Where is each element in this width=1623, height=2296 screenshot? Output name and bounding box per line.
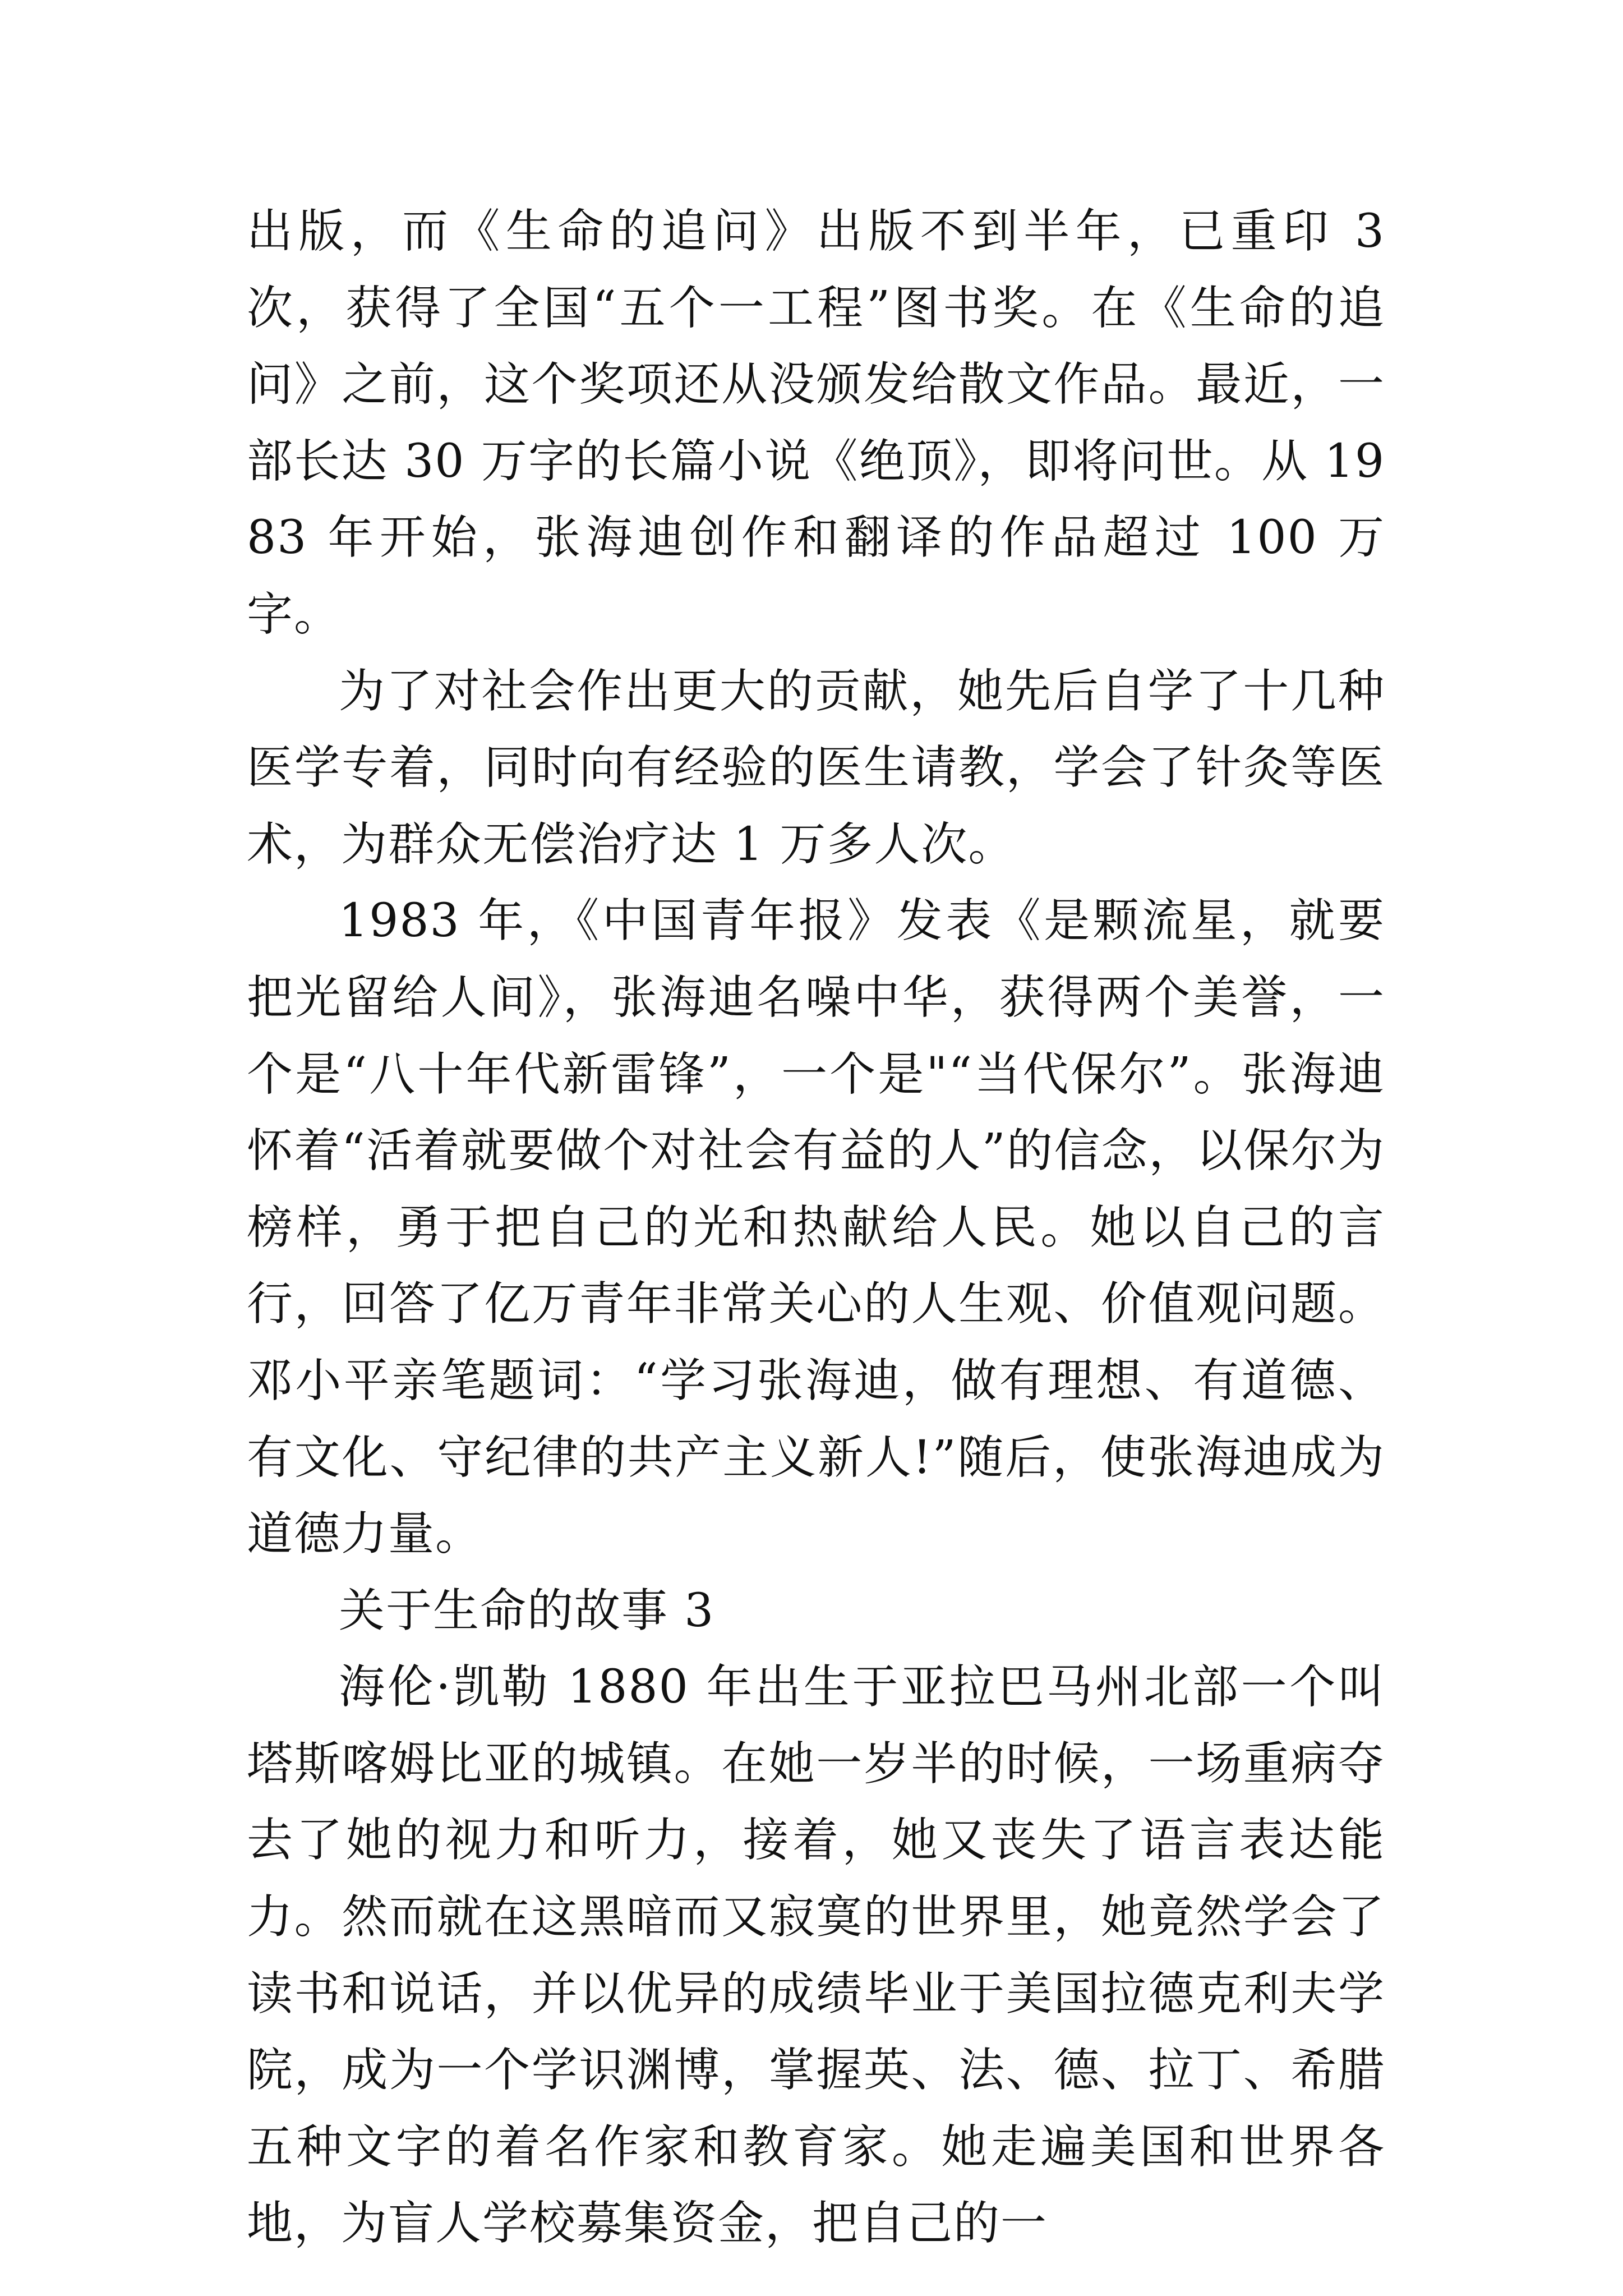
text-line: 要做个对社会有益的人”的信念，以保尔为榜样，勇于把自 <box>247 1124 1386 1254</box>
text-line: 己的光和热献给人民。她以自己的言行，回答了亿万青年非 <box>247 1200 1385 1331</box>
document-body <box>247 194 1385 2262</box>
text-line: 专着，同时向有经验的医生请教，学会了针灸等医术，为群 <box>247 741 1385 871</box>
text-line: 和翻译的作品超过 100 万字。 <box>247 511 1385 641</box>
text-line: 个奖项还从没颁发给散文作品。最近，一部长达 30 万字的 <box>247 358 1385 488</box>
paragraph-1 <box>247 194 1385 654</box>
text-line: 喀姆比亚的城镇。在她一岁半的时候，一场重病夺去了她的 <box>247 1737 1385 1867</box>
text-line: 视力和听力，接着，她又丧失了语言表达能力。然而就在这 <box>247 1814 1385 1944</box>
paragraph-3 <box>247 883 1385 1572</box>
text-line: 长篇小说《绝顶》，即将问世。从 1983 年开始，张海迪创作 <box>247 434 1385 565</box>
text-line: 黑暗而又寂寞的世界里，她竟然学会了读书和说话，并以优 <box>247 1890 1385 2021</box>
section-heading <box>247 1573 1385 1650</box>
text-line: 她走遍美国和世界各地，为盲人学校募集资金，把自己的一 <box>247 2120 1385 2251</box>
text-line: 1983 年，《中国青年报》发表《是颗流星，就要把光留 <box>247 894 1385 1024</box>
text-line: 为了对社会作出更大的贡献，她先后自学了十几种医学 <box>247 664 1385 795</box>
text-line: 异的成绩毕业于美国拉德克利夫学院，成为一个学识渊博， <box>247 1967 1385 2097</box>
text-line: 年代新雷锋”，一个是"“当代保尔”。张海迪怀着“活着就 <box>247 1047 1386 1178</box>
text-line: 出版，而《生命的追问》出版不到半年，已重印 3 次，获得 <box>247 205 1385 335</box>
text-line: 人!”随后，使张海迪成为道德力量。 <box>247 1430 1385 1561</box>
heading-text: 关于生命的故事 3 <box>339 1584 715 1637</box>
text-line: 常关心的人生观、价值观问题。邓小平亲笔题词：“学习张 <box>247 1277 1385 1407</box>
paragraph-2 <box>247 654 1385 884</box>
text-line: 海伦·凯勒 1880 年出生于亚拉巴马州北部一个叫塔斯 <box>247 1660 1385 1791</box>
text-line: 掌握英、法、德、拉丁、希腊五种文字的着名作家和教育家。 <box>247 2044 1385 2174</box>
paragraph-4 <box>247 1649 1385 2262</box>
text-line: 海迪，做有理想、有道德、有文化、守纪律的共产主义新 <box>247 1354 1385 1484</box>
text-line: 了全国“五个一工程”图书奖。在《生命的追问》之前，这 <box>247 281 1385 412</box>
text-line: 众无偿治疗达 1 万多人次。 <box>435 817 1016 871</box>
text-line: 给人间》，张海迪名噪中华，获得两个美誉，一个是“八十 <box>247 970 1385 1101</box>
